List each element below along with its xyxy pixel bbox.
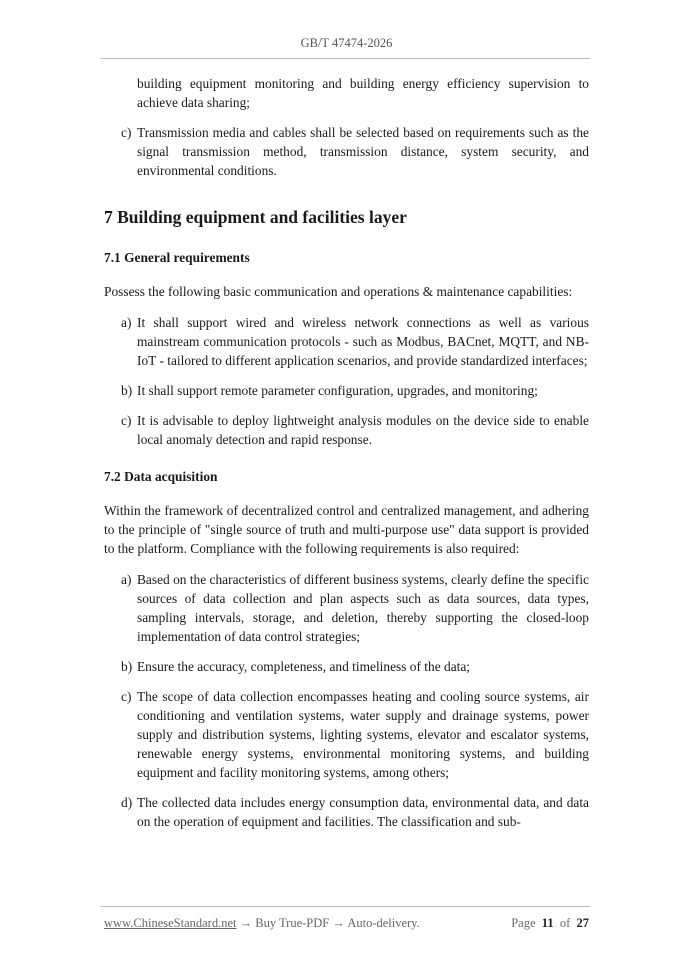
list-item-label: b) — [121, 383, 133, 398]
paragraph: Possess the following basic communication and operations & maintenance capabilities: — [104, 284, 573, 299]
list-item-text: Ensure the accuracy, completeness, and timeliness of the data; — [137, 659, 471, 674]
header-divider — [100, 58, 590, 59]
arrow-icon: → — [239, 916, 253, 930]
website-link[interactable]: www.ChineseStandard.net — [104, 916, 237, 930]
footer-divider — [100, 906, 590, 907]
arrow-icon: → — [332, 916, 345, 930]
list-item-label: a) — [121, 572, 132, 587]
list-item — [104, 687, 589, 782]
list-item — [104, 657, 589, 676]
list-item — [104, 123, 589, 180]
page-body — [104, 74, 589, 831]
buy-pdf-text: Buy True-PDF — [255, 916, 330, 930]
list-item-label: c) — [121, 125, 132, 140]
of-label: of — [559, 916, 571, 930]
list-item-text: It shall support remote parameter configuration, upgrades, and monitoring; — [137, 383, 538, 398]
list-item — [104, 313, 589, 370]
list-item-text: It is advisable to deploy lightweight analysis modules on the device side to enable local anomaly detection and rapid response. — [137, 413, 589, 447]
list-item-text: The collected data includes energy consumption data, environmental data, and data on the operation of equipment and facilities. The classification and sub- — [137, 795, 589, 829]
list-item-label: c) — [121, 689, 132, 704]
list-item-text: Transmission media and cables shall be selected based on requirements such as the signal transmission method, transmission distance, system security, and environmental conditions. — [137, 125, 589, 178]
list-item-text: The scope of data collection encompasses heating and cooling source systems, air conditioning and ventilation systems, water supply and drainage systems, power supply and distribution systems, lighting systems, elevator and escalator systems, renewable energy systems, environmental monitoring systems, and building equipment and facility monitoring systems, among others; — [137, 689, 589, 780]
footer-links — [104, 916, 420, 931]
section-heading: 7 Building equipment and facilities layer — [104, 207, 407, 227]
current-page: 11 — [541, 916, 554, 930]
list-item — [104, 793, 589, 831]
list-item — [104, 411, 589, 449]
page-label: Page — [511, 916, 536, 930]
list-item-label: c) — [121, 413, 132, 428]
list-item — [104, 570, 589, 646]
list-item — [104, 381, 589, 400]
delivery-text: Auto-delivery. — [347, 916, 420, 930]
total-pages: 27 — [576, 916, 589, 930]
page-number — [511, 916, 589, 931]
paragraph: Within the framework of decentralized control and centralized management, and adhering to the principle of "single source of truth and multi-purpose use" data support is provided to the platform. Compliance with the following requirements is also required: — [104, 503, 589, 556]
subsection-heading: 7.2 Data acquisition — [104, 469, 218, 484]
subsection-heading: 7.1 General requirements — [104, 250, 250, 265]
list-item-text: Based on the characteristics of different business systems, clearly define the specific sources of data collection and plan aspects such as data sources, data types, sampling intervals, storage, and deletion, thereby supporting the closed-loop implementation of data control strategies; — [137, 572, 589, 644]
list-item-label: b) — [121, 659, 133, 674]
list-item-label: a) — [121, 315, 132, 330]
list-item-text: It shall support wired and wireless network connections as well as various mainstream communication protocols - such as Modbus, BACnet, MQTT, and NB-IoT - tailored to different application scenarios, and provide standardized interfaces; — [137, 315, 589, 368]
continued-text: building equipment monitoring and building energy efficiency supervision to achieve data sharing; — [137, 76, 589, 110]
running-header: GB/T 47474-2026 — [300, 36, 393, 50]
list-item-label: d) — [121, 795, 133, 810]
